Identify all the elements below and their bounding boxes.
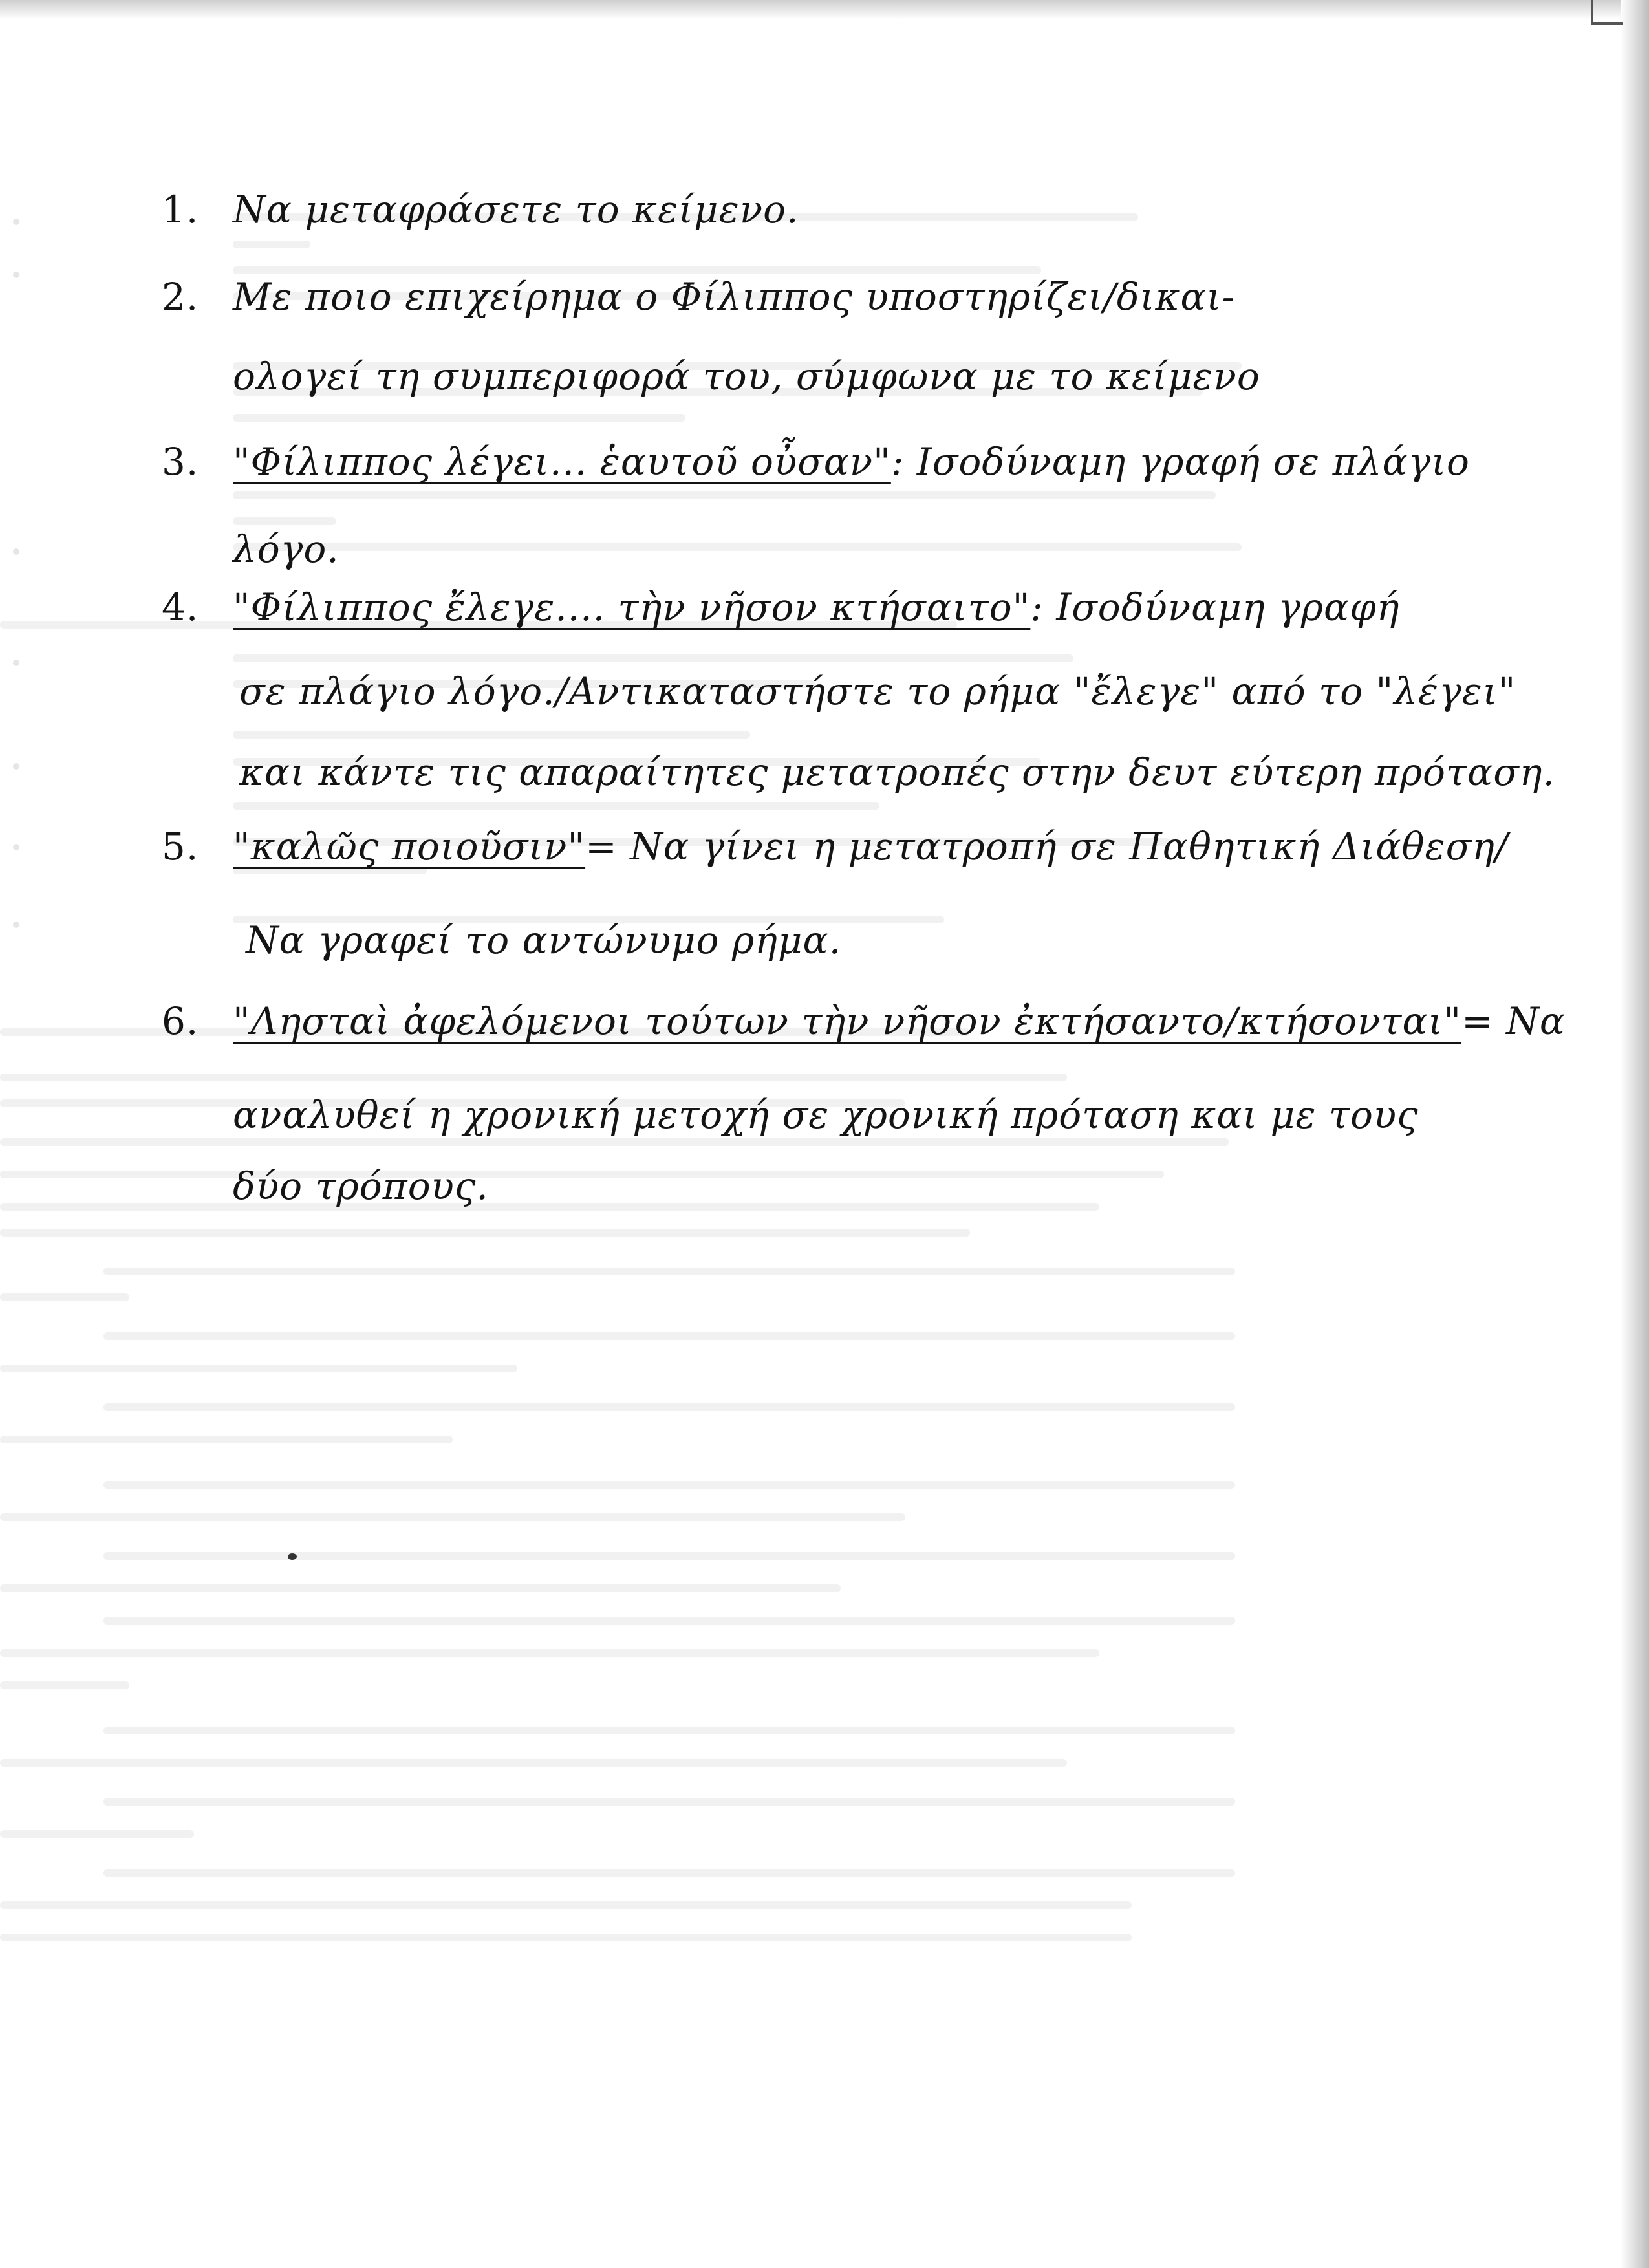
question-4-line-2 (239, 669, 1516, 713)
question-text: λόγο. (233, 527, 339, 571)
question-4 (162, 585, 1400, 629)
quoted-passage: "Φίλιππος ἔλεγε.... τὴν νῆσον κτήσαιτο" (233, 585, 1031, 629)
question-5 (162, 825, 1508, 869)
ink-dot (288, 1553, 297, 1560)
question-4-line-3 (239, 750, 1555, 794)
question-text: σε πλάγιο λόγο./Αντικαταστήστε το ρήμα "ἔλεγε" από το "λέγει" (239, 669, 1516, 713)
question-text: αναλυθεί η χρονική μετοχή σε χρονική πρόταση και με τους (233, 1093, 1419, 1137)
quoted-passage: "Φίλιππος λέγει... ἑαυτοῦ οὖσαν" (233, 440, 891, 484)
question-number: 2. (162, 275, 199, 319)
question-number: 1. (162, 188, 199, 232)
question-number: 3. (162, 440, 199, 484)
question-6-line-2 (233, 1093, 1419, 1137)
question-text: Να μεταφράσετε το κείμενο. (233, 188, 799, 232)
question-text: δύο τρόπους. (233, 1164, 489, 1208)
question-1 (162, 188, 799, 232)
question-number: 4. (162, 585, 199, 629)
question-number: 6. (162, 999, 199, 1043)
question-text: Με ποιο επιχείρημα ο Φίλιππος υποστηρίζει/δικαι- (233, 275, 1236, 319)
question-number: 5. (162, 825, 199, 869)
quoted-passage: "καλῶς ποιοῦσιν" (233, 825, 586, 869)
question-text: = Να γίνει η μετατροπή σε Παθητική Διάθεση/ (585, 825, 1509, 869)
question-3-line-2 (233, 527, 339, 571)
question-2 (162, 275, 1235, 319)
question-6-line-3 (233, 1164, 489, 1208)
question-text: : Ισοδύναμη γραφή σε πλάγιο (890, 440, 1470, 484)
question-text: ολογεί τη συμπεριφορά του, σύμφωνα με το κείμενο (233, 354, 1260, 398)
question-2-line-2 (233, 354, 1260, 398)
question-6 (162, 999, 1566, 1043)
question-text: και κάντε τις απαραίτητες μετατροπές στην δευτ εύτερη πρόταση. (239, 750, 1555, 794)
question-text: Να γραφεί το αντώνυμο ρήμα. (246, 918, 842, 962)
question-text: : Ισοδύναμη γραφή (1030, 585, 1400, 629)
quoted-passage: "Λησταὶ ἀφελόμενοι τούτων τὴν νῆσον ἐκτήσαντο/κτήσονται" (233, 999, 1462, 1043)
question-text: = Να (1461, 999, 1566, 1043)
question-5-line-2 (246, 918, 841, 962)
question-3 (162, 440, 1470, 484)
